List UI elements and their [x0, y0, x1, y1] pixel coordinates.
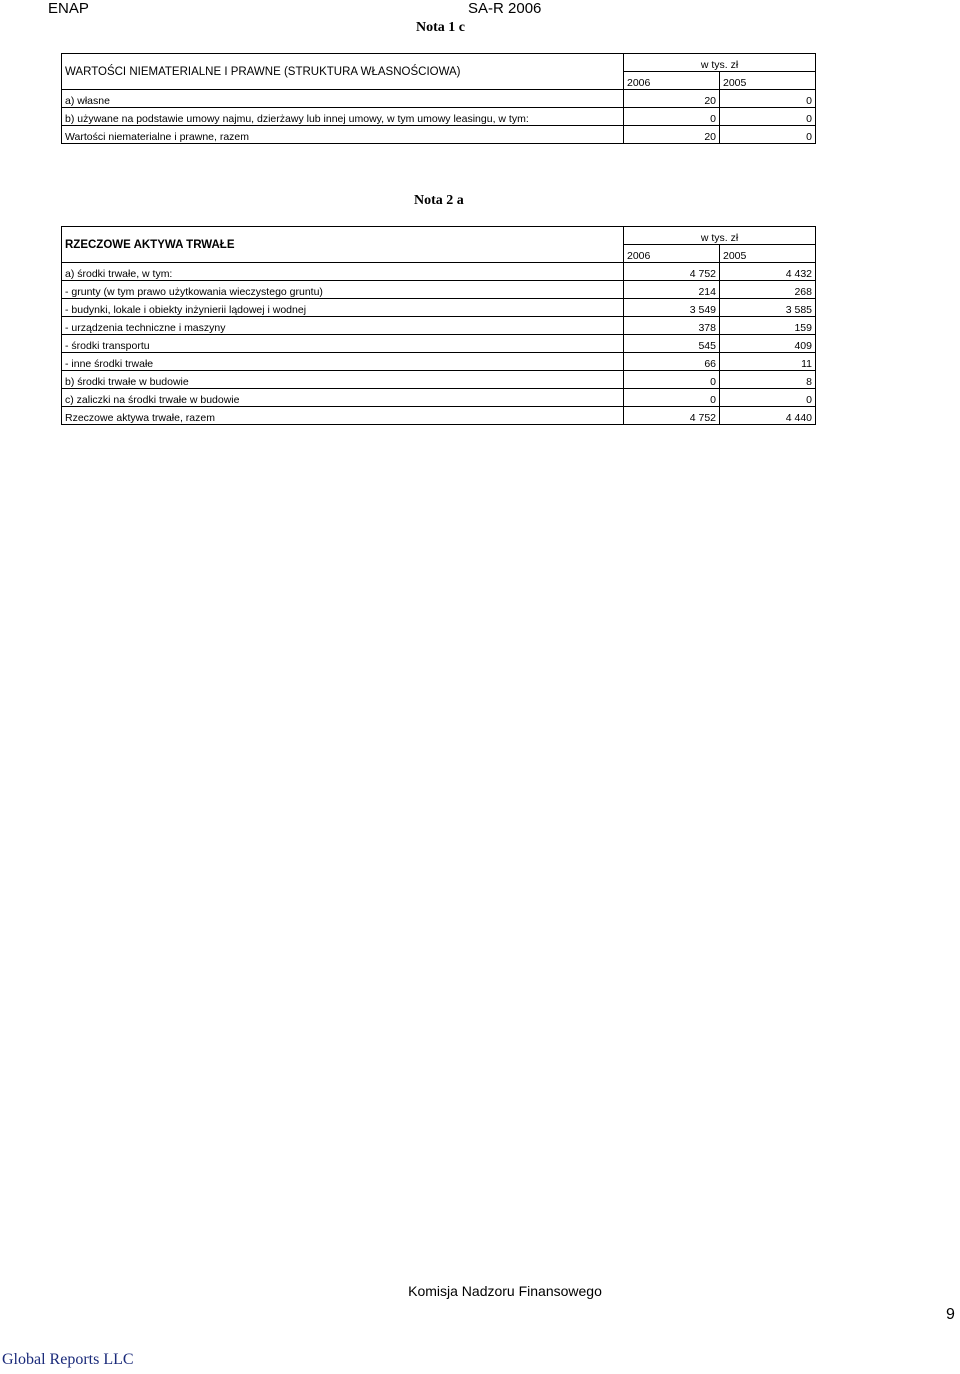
value-2005: 3 585 — [720, 299, 816, 317]
note-2-label: Nota 2 a — [414, 193, 464, 208]
value-2006: 545 — [624, 335, 720, 353]
table-row — [62, 407, 816, 425]
value-2005: 159 — [720, 317, 816, 335]
row-label: Wartości niematerialne i prawne, razem — [62, 126, 624, 144]
row-label: Rzeczowe aktywa trwałe, razem — [62, 407, 624, 425]
value-2006: 378 — [624, 317, 720, 335]
row-label: b) używane na podstawie umowy najmu, dzierżawy lub innej umowy, w tym umowy leasingu, w tym: — [62, 108, 624, 126]
value-2006: 4 752 — [624, 407, 720, 425]
value-2005: 4 440 — [720, 407, 816, 425]
note-2-title: RZECZOWE AKTYWA TRWAŁE — [62, 227, 624, 263]
page-number: 9 — [946, 1306, 955, 1323]
note-2-table — [61, 226, 816, 425]
row-label: - grunty (w tym prawo użytkowania wieczystego gruntu) — [62, 281, 624, 299]
value-2006: 0 — [624, 389, 720, 407]
table-row — [62, 126, 816, 144]
table-row — [62, 90, 816, 108]
table-row — [62, 335, 816, 353]
table-row — [62, 263, 816, 281]
value-2006: 0 — [624, 371, 720, 389]
value-2006: 0 — [624, 108, 720, 126]
header-company: ENAP — [48, 0, 89, 17]
value-2005: 0 — [720, 90, 816, 108]
note-2-year-2006: 2006 — [624, 245, 720, 263]
note-1-label: Nota 1 c — [416, 20, 465, 35]
value-2005: 4 432 — [720, 263, 816, 281]
note-1-unit: w tys. zł — [624, 54, 816, 72]
note-2-year-2005: 2005 — [720, 245, 816, 263]
value-2005: 8 — [720, 371, 816, 389]
value-2006: 3 549 — [624, 299, 720, 317]
header-report: SA-R 2006 — [468, 0, 542, 17]
value-2006: 214 — [624, 281, 720, 299]
note-1-title: WARTOŚCI NIEMATERIALNE I PRAWNE (STRUKTURA WŁASNOŚCIOWA) — [62, 54, 624, 90]
note-1-year-2006: 2006 — [624, 72, 720, 90]
table-row — [62, 317, 816, 335]
row-label: - urządzenia techniczne i maszyny — [62, 317, 624, 335]
brand-footer: Global Reports LLC — [2, 1351, 134, 1368]
table-row — [62, 371, 816, 389]
value-2006: 20 — [624, 126, 720, 144]
note-1-table — [61, 53, 816, 144]
row-label: a) własne — [62, 90, 624, 108]
value-2005: 0 — [720, 126, 816, 144]
value-2005: 409 — [720, 335, 816, 353]
value-2006: 66 — [624, 353, 720, 371]
row-label: a) środki trwałe, w tym: — [62, 263, 624, 281]
footer-authority: Komisja Nadzoru Finansowego — [408, 1283, 602, 1299]
table-row — [62, 281, 816, 299]
table-row — [62, 353, 816, 371]
note-2-unit: w tys. zł — [624, 227, 816, 245]
note-1-year-2005: 2005 — [720, 72, 816, 90]
row-label: - środki transportu — [62, 335, 624, 353]
value-2005: 268 — [720, 281, 816, 299]
value-2006: 20 — [624, 90, 720, 108]
row-label: c) zaliczki na środki trwałe w budowie — [62, 389, 624, 407]
value-2005: 0 — [720, 389, 816, 407]
table-row — [62, 389, 816, 407]
value-2005: 0 — [720, 108, 816, 126]
row-label: - inne środki trwałe — [62, 353, 624, 371]
row-label: - budynki, lokale i obiekty inżynierii lądowej i wodnej — [62, 299, 624, 317]
table-row — [62, 108, 816, 126]
value-2005: 11 — [720, 353, 816, 371]
value-2006: 4 752 — [624, 263, 720, 281]
table-row — [62, 299, 816, 317]
row-label: b) środki trwałe w budowie — [62, 371, 624, 389]
